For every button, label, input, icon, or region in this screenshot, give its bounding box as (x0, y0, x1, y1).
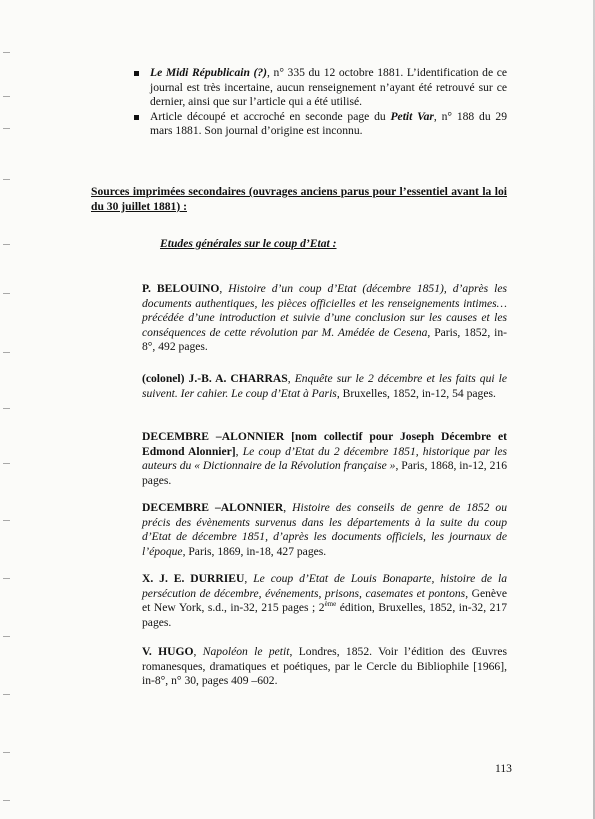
entry-details: , Londres, 1852. Voir l’édition des Œuvres romanesques, dramatiques et poétiques, par le Cercle du Bibliophile [1966], in-8°, n° 30, pages 409 –602. (142, 645, 508, 688)
binding-mark (3, 463, 10, 464)
entry-title: Napoléon le petit (202, 645, 290, 658)
entry-separator: , (193, 645, 203, 658)
entry-separator: , (283, 501, 293, 514)
page-number: 113 (495, 762, 512, 775)
bibliography-entry (111, 645, 507, 689)
entry-details: , Bruxelles, 1852, in-12, 54 pages. (336, 386, 496, 400)
entry-title: Le coup d’Etat de Louis Bonaparte, histoire de la persécution de décembre, événements, prisons, casemates et pontons (142, 572, 507, 600)
binding-mark (3, 179, 10, 180)
binding-mark (3, 408, 10, 409)
binding-mark (3, 96, 10, 97)
binding-mark (3, 520, 10, 521)
entry-separator: , (244, 572, 254, 585)
entry-details: , Paris, 1869, in-18, 427 pages. (182, 544, 327, 558)
section-heading: Sources imprimées secondaires (ouvrages anciens parus pour l’essentiel avant la loi du 30 juillet 1881) : (91, 185, 507, 213)
bullet-list (150, 66, 507, 139)
binding-mark (3, 52, 10, 53)
bibliography-entry (111, 572, 507, 630)
binding-mark (3, 578, 10, 579)
binding-mark (3, 800, 10, 801)
bibliography-entry (111, 282, 507, 355)
entry-author: X. J. E. DURRIEU (142, 572, 245, 585)
binding-mark (3, 352, 10, 353)
entry-details: édition, Bruxelles, 1852, in-32, 217 pages. (142, 601, 507, 629)
binding-mark (3, 636, 10, 637)
entry-separator: , (219, 282, 229, 295)
ordinal-superscript: ème (324, 600, 337, 609)
entry-title: Histoire d’un coup d’Etat (décembre 1851), d’après les documents authentiques, les pièces officielles et les renseignements intimes… précédée d’une introduction et suivie d’une conclusion sur les causes et les conséquences de cette révolution par M. Amédée de Cesena (142, 282, 508, 339)
entry-author: (colonel) J.-B. A. CHARRAS (142, 372, 288, 385)
entry-details: , Paris, 1852, in-8°, 492 pages. (142, 325, 507, 354)
entry-separator: , (235, 444, 243, 458)
binding-mark (3, 293, 10, 294)
entry-separator: , (287, 372, 295, 385)
entry-title: Histoire des conseils de genre de 1852 ou précis des évènements survenus dans les départements à la suite du coup d’Etat de décembre 1851, d’après les documents officiels, les journaux de l’époque (142, 501, 507, 558)
entry-author: DECEMBRE –ALONNIER (142, 501, 284, 514)
entry-details: , Genève et New York, s.d., in-32, 215 pages ; 2 (142, 586, 507, 615)
bibliography-entry (111, 430, 507, 488)
source-description: , n° 188 du 29 mars 1881. Son journal d’origine est inconnu. (150, 109, 507, 138)
subsection-heading: Etudes générales sur le coup d’Etat : (160, 237, 337, 250)
list-item (150, 66, 507, 110)
source-title: Petit Var (390, 109, 434, 123)
entry-author: V. HUGO (142, 645, 194, 658)
entry-title: Enquête sur le 2 décembre et les faits qui le suivent. Ier cahier. Le coup d’Etat à Paris (142, 372, 507, 400)
bibliography-entry (111, 501, 507, 559)
binding-mark (3, 244, 10, 245)
entry-author: DECEMBRE –ALONNIER [nom collectif pour Joseph Décembre et Edmond Alonnier] (142, 430, 507, 458)
binding-mark (3, 694, 10, 695)
binding-mark (3, 128, 10, 129)
source-title: Le Midi Républicain (?) (150, 66, 268, 79)
entry-title: Le coup d’Etat du 2 décembre 1851, historique par les auteurs du « Dictionnaire de la Révolution française » (142, 444, 508, 473)
source-description: , n° 335 du 12 octobre 1881. L’identification de ce journal est très incertaine, aucun renseignement n’ayant été retrouvé sur ce dernier, ainsi que sur l’article qui a été utilisé. (150, 66, 507, 109)
entry-details: , Paris, 1868, in-12, 216 pages. (142, 459, 507, 487)
source-description: Article découpé et accroché en seconde page du (150, 109, 391, 123)
list-item (150, 110, 507, 139)
binding-mark (3, 752, 10, 753)
entry-author: P. BELOUINO (142, 282, 220, 295)
bibliography-entry (111, 372, 507, 401)
